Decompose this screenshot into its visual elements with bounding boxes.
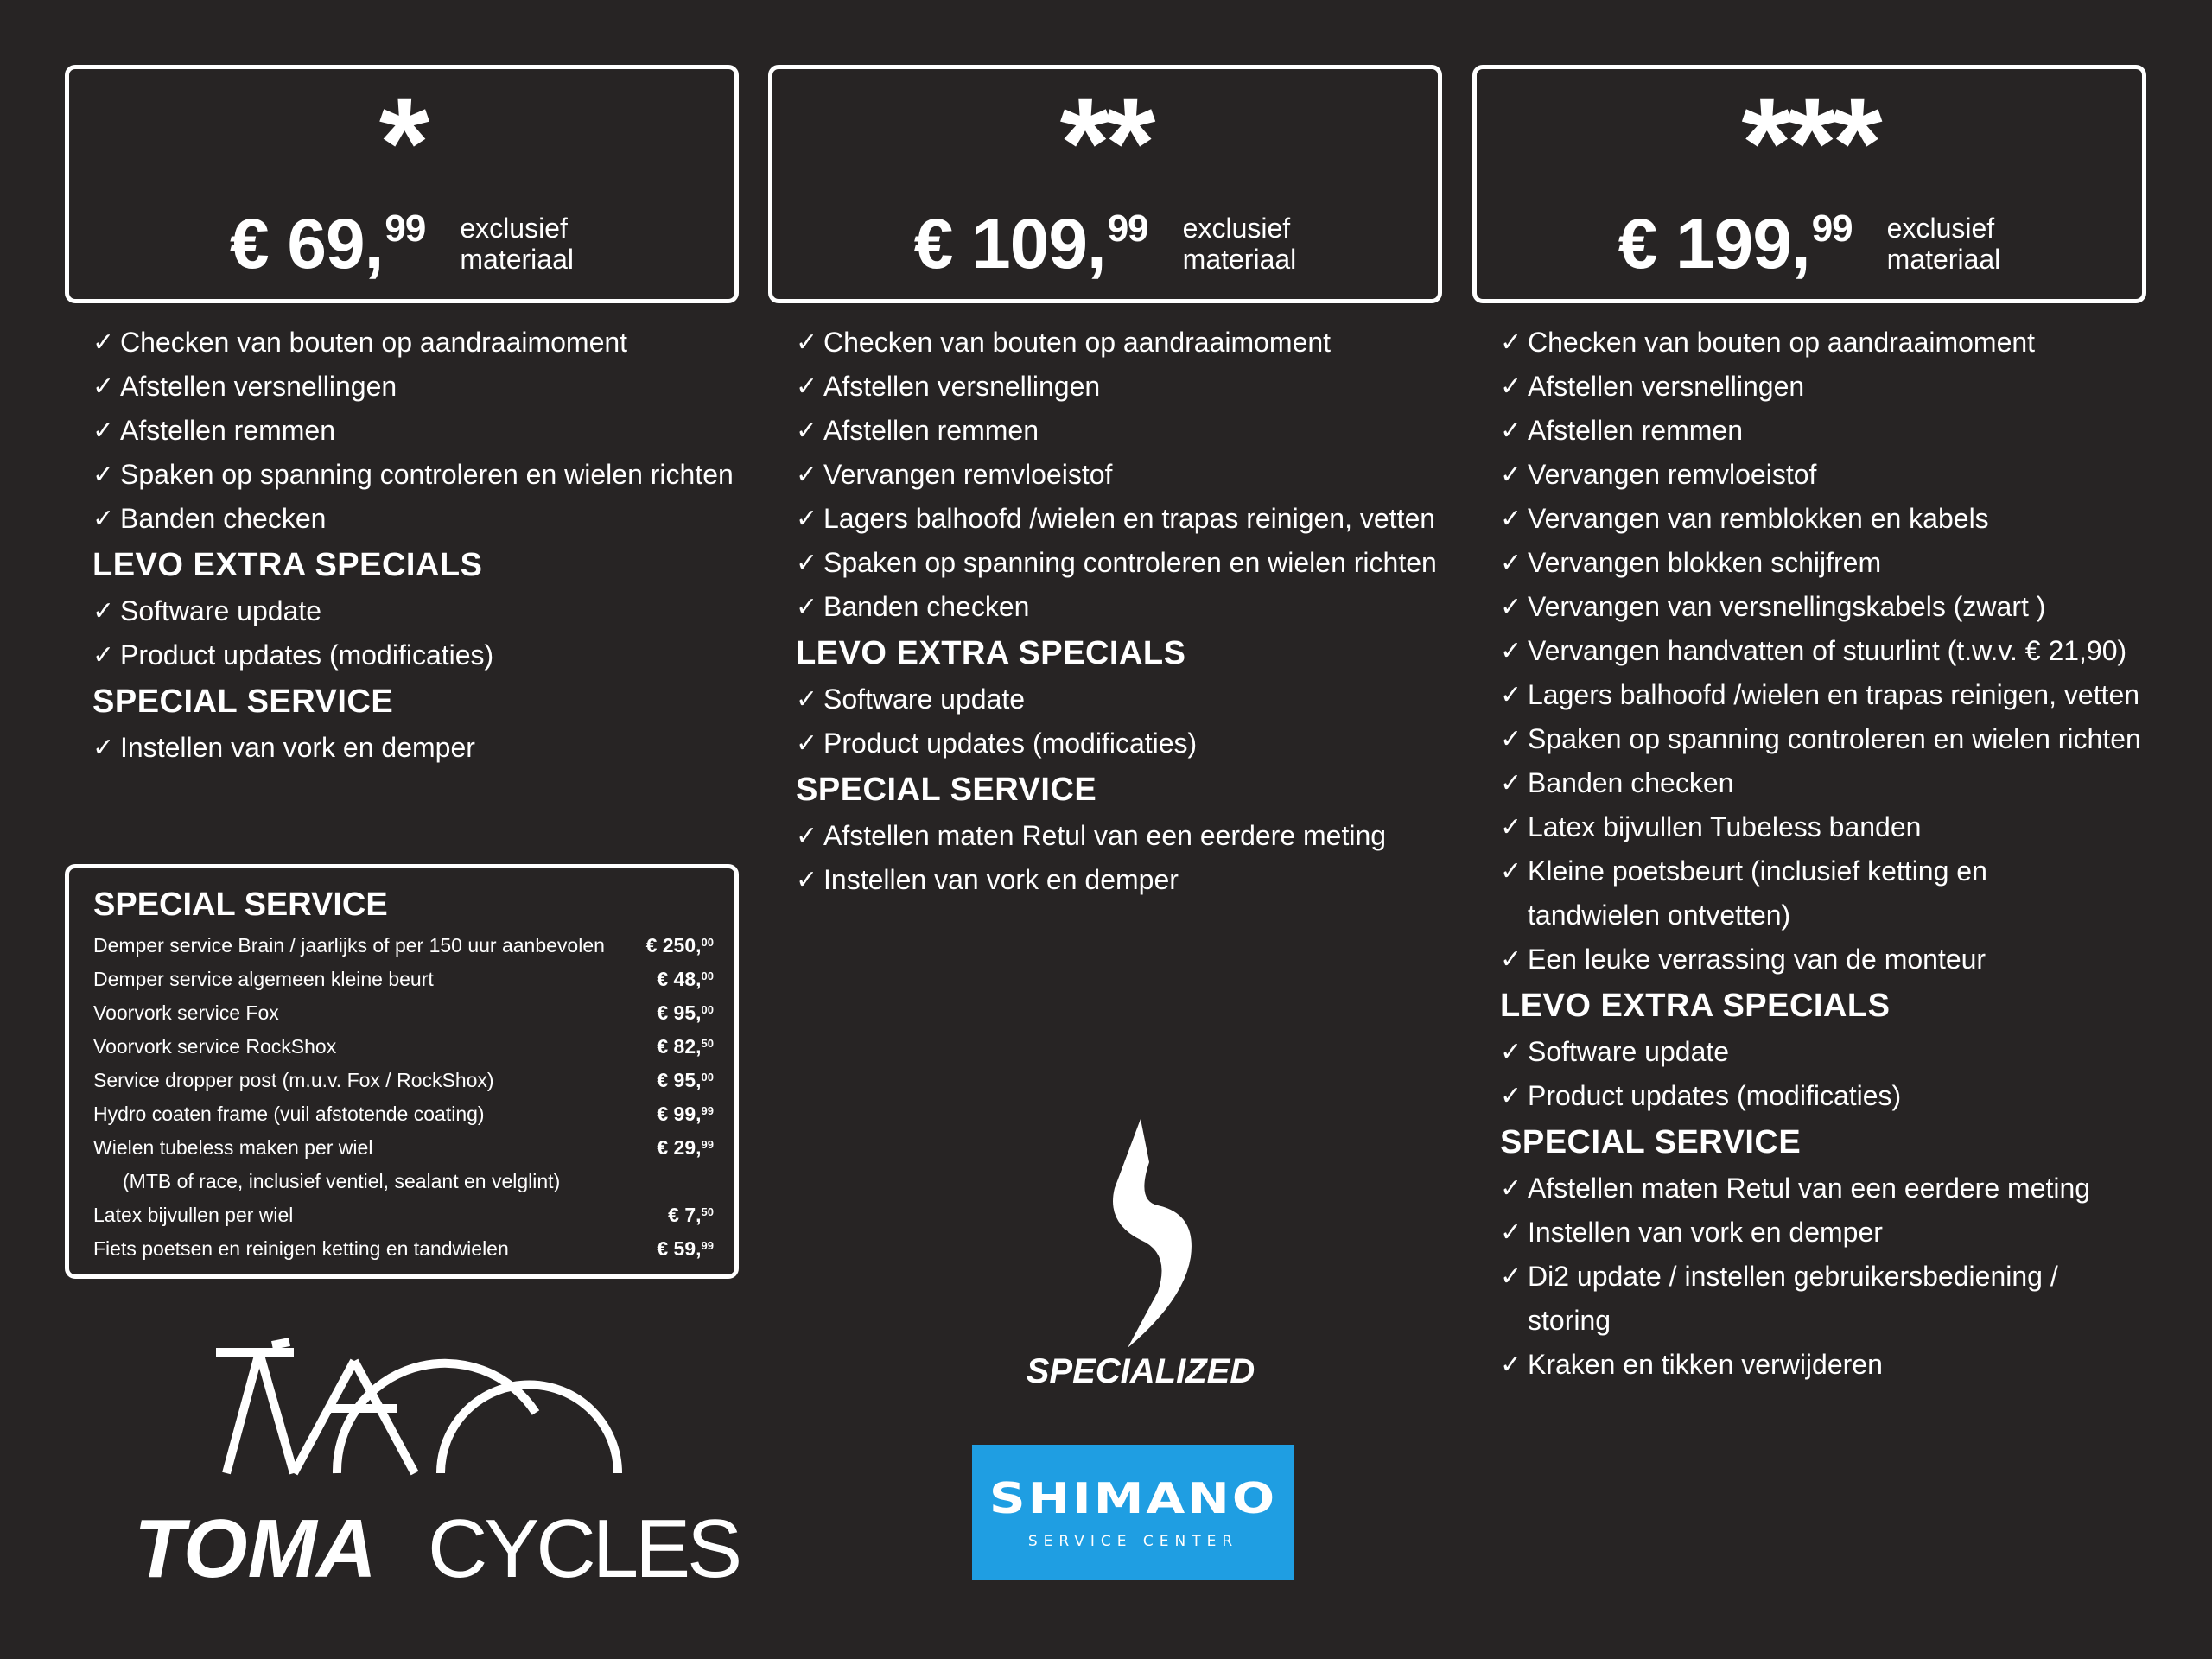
special-title: SPECIAL SERVICE xyxy=(796,772,1097,808)
check-icon: ✓ xyxy=(1500,725,1522,753)
list-item: ✓ Spaken op spanning controleren en wielen richten xyxy=(92,453,739,497)
check-icon: ✓ xyxy=(1500,549,1522,577)
star-rating: *** xyxy=(1741,70,1878,215)
list-item: ✓ Vervangen van versnellingskabels (zwart ) xyxy=(1500,585,2146,629)
check-icon: ✓ xyxy=(1500,1082,1522,1110)
check-icon: ✓ xyxy=(796,549,818,577)
list-item: ✓ Lagers balhoofd /wielen en trapas reinigen, vetten xyxy=(1500,673,2146,717)
list-item: ✓ Di2 update / instellen gebruikersbediening / storing xyxy=(1500,1255,2133,1343)
pricelist-title: SPECIAL SERVICE xyxy=(93,887,388,923)
s-swoosh-icon xyxy=(1113,1119,1192,1348)
check-icon: ✓ xyxy=(92,597,115,626)
list-item: ✓ Product updates (modificaties) xyxy=(92,633,739,677)
star-rating: ** xyxy=(1059,70,1151,215)
special-list xyxy=(1500,1166,2146,1387)
list-item: ✓ Spaken op spanning controleren en wielen richten xyxy=(1500,717,2146,761)
package-basic xyxy=(65,65,739,770)
list-item: ✓ Instellen van vork en demper xyxy=(796,858,1442,902)
levo-list xyxy=(92,589,739,677)
levo-title: LEVO EXTRA SPECIALS xyxy=(92,547,483,583)
list-item: ✓ Checken van bouten op aandraaimoment xyxy=(1500,321,2146,365)
table-row: Voorvork service RockShox € 82,50 xyxy=(93,1035,714,1058)
check-icon: ✓ xyxy=(1500,1174,1522,1203)
check-icon: ✓ xyxy=(1500,1218,1522,1247)
list-item: ✓ Een leuke verrassing van de monteur xyxy=(1500,938,2146,982)
price-amount: € 109,99 xyxy=(913,205,1148,283)
check-icon: ✓ xyxy=(92,641,115,670)
price-note: exclusief materiaal xyxy=(1182,213,1297,275)
table-row: Latex bijvullen per wiel € 7,50 xyxy=(93,1204,714,1226)
special-list xyxy=(92,726,739,770)
check-icon: ✓ xyxy=(1500,461,1522,489)
package-medium xyxy=(768,65,1442,902)
check-icon: ✓ xyxy=(1500,505,1522,533)
list-item: ✓ Afstellen versnellingen xyxy=(796,365,1442,409)
price-row xyxy=(772,206,1438,283)
check-icon: ✓ xyxy=(1500,1351,1522,1379)
check-icon: ✓ xyxy=(1500,813,1522,842)
specialized-logo xyxy=(1020,1110,1262,1404)
check-icon: ✓ xyxy=(92,461,115,489)
check-icon: ✓ xyxy=(92,328,115,357)
price-amount: € 69,99 xyxy=(230,205,426,283)
package-premium xyxy=(1472,65,2146,1387)
table-row: Service dropper post (m.u.v. Fox / RockShox) € 95,00 xyxy=(93,1069,714,1091)
list-item: ✓ Afstellen maten Retul van een eerdere meting xyxy=(1500,1166,2146,1211)
list-item: ✓ Spaken op spanning controleren en wielen richten xyxy=(796,541,1442,585)
check-icon: ✓ xyxy=(796,505,818,533)
check-icon: ✓ xyxy=(1500,1038,1522,1066)
price-box xyxy=(1472,65,2146,303)
list-item: ✓ Vervangen remvloeistof xyxy=(1500,453,2146,497)
list-item: ✓ Software update xyxy=(1500,1030,2146,1074)
price-note: exclusief materiaal xyxy=(1886,213,2001,275)
check-icon: ✓ xyxy=(1500,1262,1522,1291)
list-item: ✓ Instellen van vork en demper xyxy=(92,726,739,770)
service-list xyxy=(92,321,739,541)
shimano-service-center-logo xyxy=(972,1445,1294,1580)
list-item: ✓ Banden checken xyxy=(796,585,1442,629)
toma-wordmark: TOMA xyxy=(134,1503,377,1595)
service-center-label: SERVICE CENTER xyxy=(1027,1533,1239,1550)
list-item: ✓ Afstellen versnellingen xyxy=(92,365,739,409)
levo-list xyxy=(1500,1030,2146,1118)
check-icon: ✓ xyxy=(1500,945,1522,974)
list-item: ✓ Afstellen remmen xyxy=(1500,409,2146,453)
list-item: ✓ Product updates (modificaties) xyxy=(796,721,1442,766)
list-item: ✓ Vervangen handvatten of stuurlint (t.w.v. € 21,90) xyxy=(1500,629,2146,673)
levo-title: LEVO EXTRA SPECIALS xyxy=(1500,988,1891,1024)
check-icon: ✓ xyxy=(796,416,818,445)
shimano-wordmark: SHIMANO xyxy=(988,1473,1278,1523)
special-service-pricelist xyxy=(65,864,739,1279)
list-item: ✓ Afstellen remmen xyxy=(796,409,1442,453)
check-icon: ✓ xyxy=(92,734,115,762)
list-item: ✓ Kraken en tikken verwijderen xyxy=(1500,1343,2146,1387)
cycles-wordmark: CYCLES xyxy=(428,1503,740,1595)
table-row: Demper service Brain / jaarlijks of per 150 uur aanbevolen € 250,00 xyxy=(93,934,714,957)
list-item: ✓ Lagers balhoofd /wielen en trapas reinigen, vetten xyxy=(796,497,1442,541)
check-icon: ✓ xyxy=(1500,328,1522,357)
special-title: SPECIAL SERVICE xyxy=(1500,1124,1802,1160)
check-icon: ✓ xyxy=(796,866,818,894)
check-icon: ✓ xyxy=(796,685,818,714)
check-icon: ✓ xyxy=(796,461,818,489)
special-title: SPECIAL SERVICE xyxy=(92,683,394,720)
price-box xyxy=(65,65,739,303)
list-item: ✓ Vervangen van remblokken en kabels xyxy=(1500,497,2146,541)
price-row xyxy=(1477,206,2142,283)
table-row: Hydro coaten frame (vuil afstotende coating) € 99,99 xyxy=(93,1103,714,1125)
list-item: ✓ Afstellen versnellingen xyxy=(1500,365,2146,409)
check-icon: ✓ xyxy=(1500,416,1522,445)
toma-cycles-logo xyxy=(130,1335,740,1595)
service-list xyxy=(1500,321,2146,982)
list-item: ✓ Banden checken xyxy=(1500,761,2146,805)
service-list xyxy=(796,321,1442,629)
price-note: exclusief materiaal xyxy=(460,213,574,275)
table-row-note: (MTB of race, inclusief ventiel, sealant en velglint) xyxy=(123,1170,561,1192)
list-item: ✓ Instellen van vork en demper xyxy=(1500,1211,2146,1255)
check-icon: ✓ xyxy=(1500,372,1522,401)
star-rating: * xyxy=(378,70,425,215)
list-item: ✓ Software update xyxy=(92,589,739,633)
check-icon: ✓ xyxy=(1500,637,1522,665)
list-item: ✓ Kleine poetsbeurt (inclusief ketting en tandwielen ontvetten) xyxy=(1500,849,2081,938)
check-icon: ✓ xyxy=(1500,593,1522,621)
price-amount: € 199,99 xyxy=(1618,205,1853,283)
list-item: ✓ Afstellen remmen xyxy=(92,409,739,453)
specialized-wordmark: SPECIALIZED xyxy=(1026,1352,1255,1390)
price-row xyxy=(69,206,734,283)
list-item: ✓ Afstellen maten Retul van een eerdere meting xyxy=(796,814,1442,858)
levo-list xyxy=(796,677,1442,766)
list-item: ✓ Banden checken xyxy=(92,497,739,541)
table-row: Voorvork service Fox € 95,00 xyxy=(93,1001,714,1024)
table-row: Demper service algemeen kleine beurt € 48,00 xyxy=(93,968,714,990)
list-item: ✓ Vervangen remvloeistof xyxy=(796,453,1442,497)
price-box xyxy=(768,65,1442,303)
list-item: ✓ Vervangen blokken schijfrem xyxy=(1500,541,2146,585)
check-icon: ✓ xyxy=(796,328,818,357)
check-icon: ✓ xyxy=(92,416,115,445)
list-item: ✓ Product updates (modificaties) xyxy=(1500,1074,2146,1118)
list-item: ✓ Checken van bouten op aandraaimoment xyxy=(796,321,1442,365)
check-icon: ✓ xyxy=(92,505,115,533)
list-item: ✓ Latex bijvullen Tubeless banden xyxy=(1500,805,2146,849)
check-icon: ✓ xyxy=(796,372,818,401)
check-icon: ✓ xyxy=(1500,857,1522,886)
check-icon: ✓ xyxy=(796,822,818,850)
check-icon: ✓ xyxy=(796,729,818,758)
table-row: Wielen tubeless maken per wiel € 29,99 xyxy=(93,1136,714,1159)
check-icon: ✓ xyxy=(92,372,115,401)
levo-title: LEVO EXTRA SPECIALS xyxy=(796,635,1186,671)
table-row: Fiets poetsen en reinigen ketting en tandwielen € 59,99 xyxy=(93,1237,714,1260)
list-item: ✓ Software update xyxy=(796,677,1442,721)
special-list xyxy=(796,814,1442,902)
list-item: ✓ Checken van bouten op aandraaimoment xyxy=(92,321,739,365)
check-icon: ✓ xyxy=(796,593,818,621)
check-icon: ✓ xyxy=(1500,681,1522,709)
check-icon: ✓ xyxy=(1500,769,1522,798)
